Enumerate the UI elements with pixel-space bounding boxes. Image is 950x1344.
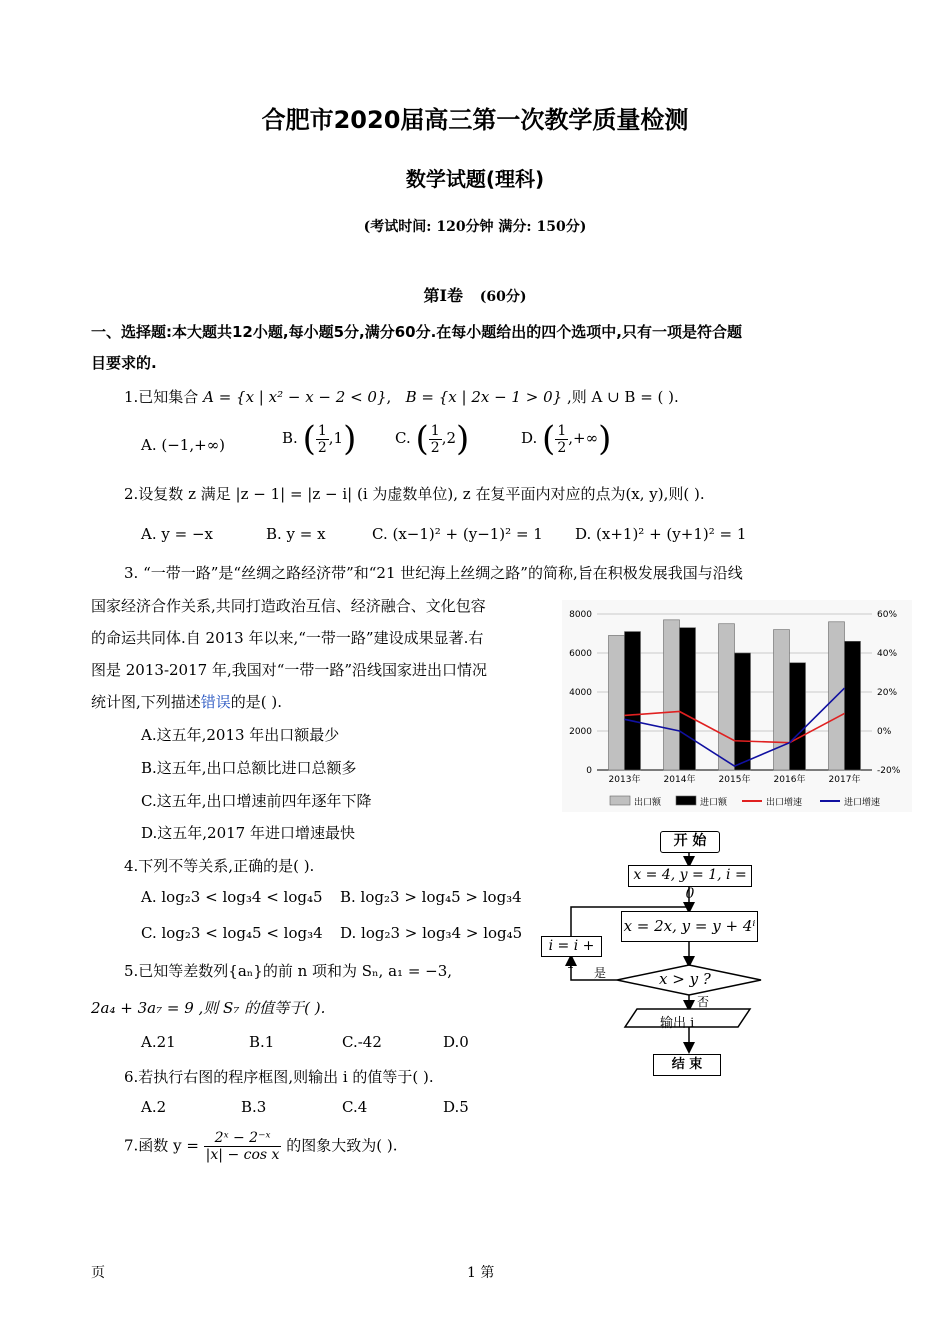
chart-legend-label: 出口额 bbox=[634, 798, 662, 808]
q6-option-b[interactable]: B.3 bbox=[241, 1098, 267, 1116]
trade-chart bbox=[562, 600, 912, 812]
question-3-line3: 的命运共同体.自 2013 年以来,“一带一路”建设成果显著.右 bbox=[91, 629, 484, 647]
chart-bar-import bbox=[790, 663, 806, 770]
chart-legend-swatch bbox=[610, 796, 630, 805]
chart-legend-label: 出口增速 bbox=[766, 798, 803, 808]
footer-page: 1 第 bbox=[467, 1265, 495, 1281]
flow-end: 结 束 bbox=[653, 1054, 721, 1076]
chart-legend-label: 进口增速 bbox=[844, 798, 881, 808]
paper-subtitle: 数学试题(理科) bbox=[405, 167, 545, 191]
question-3-line2: 国家经济合作关系,共同打造政治互信、经济融合、文化包容 bbox=[91, 597, 486, 615]
q1-suffix: ,则 A ∪ B = ( ). bbox=[566, 388, 679, 406]
q1-d-label: D. bbox=[521, 429, 538, 447]
flow-condition: x > y ? bbox=[659, 970, 711, 988]
q5-option-c[interactable]: C.-42 bbox=[342, 1033, 382, 1051]
q2-option-c[interactable]: C. (x−1)² + (y−1)² = 1 bbox=[372, 525, 543, 543]
flow-increment: i = i + 1 bbox=[541, 936, 602, 957]
chart-bar-import bbox=[680, 628, 696, 770]
question-4-stem: 4.下列不等关系,正确的是( ). bbox=[124, 857, 315, 875]
chart-x-tick: 2017年 bbox=[828, 775, 861, 785]
q6-option-a[interactable]: A.2 bbox=[141, 1098, 167, 1116]
q1-a-value: (−1,+∞) bbox=[161, 436, 226, 454]
q3-option-d[interactable]: D.这五年,2017 年进口增速最快 bbox=[141, 824, 355, 842]
chart-right-tick: 0% bbox=[877, 727, 892, 737]
chart-right-tick: 40% bbox=[877, 649, 898, 659]
chart-left-tick: 6000 bbox=[569, 649, 592, 659]
q2-option-a[interactable]: A. y = −x bbox=[141, 525, 213, 543]
q1-option-c[interactable]: C. ( $\frac{1}{2}$ ,2) bbox=[395, 419, 470, 459]
flow-process: x = 2x, y = y + 4ⁱ bbox=[621, 911, 758, 942]
q3-option-a[interactable]: A.这五年,2013 年出口额最少 bbox=[141, 726, 340, 744]
q1-option-d[interactable]: D. ( $\frac{1}{2}$ ,+∞) bbox=[521, 419, 612, 459]
q1-c-label: C. bbox=[395, 429, 411, 447]
q1-set-a: A = {x | x² − x − 2 < 0} bbox=[203, 388, 387, 406]
q2-option-b[interactable]: B. y = x bbox=[266, 525, 326, 543]
chart-right-tick: -20% bbox=[877, 766, 901, 776]
section-instructions-line1: 一、选择题:本大题共12小题,每小题5分,满分60分.在每小题给出的四个选项中,只有一项是符合题 bbox=[91, 323, 742, 341]
question-3-line5: 统计图,下列描述错误的是( ). bbox=[91, 693, 283, 711]
q1-d-fraction: $\frac{1}{2}$ bbox=[557, 422, 567, 456]
chart-bar-export bbox=[719, 624, 735, 770]
flow-start: 开 始 bbox=[660, 831, 720, 853]
exam-title: 合肥市2020届高三第一次教学质量检测 bbox=[261, 106, 689, 134]
chart-legend-swatch bbox=[676, 796, 696, 805]
q3-option-c[interactable]: C.这五年,出口增速前四年逐年下降 bbox=[141, 792, 372, 810]
q1-sep: , bbox=[386, 388, 392, 406]
q4-option-c[interactable]: C. log₂3 < log₄5 < log₃4 bbox=[141, 924, 323, 942]
chart-bar-export bbox=[609, 635, 625, 770]
chart-bar-import bbox=[845, 641, 861, 770]
q5-option-a[interactable]: A.21 bbox=[141, 1033, 176, 1051]
footer-left: 页 bbox=[91, 1265, 105, 1281]
q7-denominator: |x| − cos x bbox=[205, 1147, 280, 1163]
chart-x-tick: 2015年 bbox=[718, 775, 751, 785]
q4-option-b[interactable]: B. log₂3 > log₄5 > log₃4 bbox=[340, 888, 522, 906]
part-points: (60分) bbox=[479, 289, 527, 305]
question-3-line1: 3. “一带一路”是“丝绸之路经济带”和“21 世纪海上丝绸之路”的简称,旨在积极发展我国与沿线 bbox=[124, 564, 743, 582]
chart-bar-export bbox=[664, 620, 680, 770]
chart-bar-import bbox=[735, 653, 751, 770]
flow-yes-label: 是 bbox=[594, 966, 607, 980]
exam-info: (考试时间: 120分钟 满分: 150分) bbox=[363, 219, 587, 235]
section-instructions-line2: 目要求的. bbox=[91, 354, 157, 372]
q1-option-a[interactable] bbox=[141, 436, 225, 454]
q3-emphasis-wrong: 错误 bbox=[200, 693, 231, 711]
flow-init: x = 4, y = 1, i = 0 bbox=[628, 865, 752, 887]
q1-c-fraction: $\frac{1}{2}$ bbox=[430, 422, 440, 456]
q7-fraction bbox=[204, 1130, 282, 1163]
chart-x-tick: 2013年 bbox=[608, 775, 641, 785]
q1-prefix: 1.已知集合 bbox=[124, 388, 199, 406]
question-2-stem: 2.设复数 z 满足 |z − 1| = |z − i| (i 为虚数单位), z 在复平面内对应的点为(x, y),则( ). bbox=[124, 485, 705, 503]
q3-option-b[interactable]: B.这五年,出口总额比进口总额多 bbox=[141, 759, 357, 777]
chart-left-tick: 4000 bbox=[569, 688, 592, 698]
chart-right-tick: 20% bbox=[877, 688, 898, 698]
q1-option-b[interactable]: B. ( $\frac{1}{2}$ ,1) bbox=[282, 419, 357, 459]
q6-option-d[interactable]: D.5 bbox=[443, 1098, 469, 1116]
q7-numerator: 2ˣ − 2⁻ˣ bbox=[204, 1130, 282, 1147]
flow-no-label: 否 bbox=[697, 995, 710, 1009]
q2-option-d[interactable]: D. (x+1)² + (y+1)² = 1 bbox=[575, 525, 747, 543]
chart-left-tick: 8000 bbox=[569, 610, 592, 620]
q5-option-d[interactable]: D.0 bbox=[443, 1033, 469, 1051]
q4-option-d[interactable]: D. log₂3 > log₃4 > log₄5 bbox=[340, 924, 523, 942]
part-heading bbox=[0, 283, 950, 306]
q5-option-b[interactable]: B.1 bbox=[249, 1033, 275, 1051]
question-5-line1: 5.已知等差数列{aₙ}的前 n 项和为 Sₙ, a₁ = −3, bbox=[124, 962, 453, 980]
chart-left-tick: 0 bbox=[586, 766, 592, 776]
question-1-stem bbox=[124, 386, 679, 407]
chart-legend-label: 进口额 bbox=[700, 798, 728, 808]
question-6-stem: 6.若执行右图的程序框图,则输出 i 的值等于( ). bbox=[124, 1068, 434, 1086]
part-title: 第Ⅰ卷 bbox=[423, 286, 464, 305]
question-7-stem: 7.函数 y = $\frac{\text{2ˣ − 2⁻ˣ}}{\text{|x| − cos x}}$ 的图象大致为( ). bbox=[124, 1130, 398, 1163]
question-5-line2: 2a₄ + 3a₇ = 9 ,则 S₇ 的值等于( ). bbox=[91, 999, 326, 1017]
chart-x-tick: 2014年 bbox=[663, 775, 696, 785]
flow-output: 输出 i bbox=[660, 1016, 695, 1031]
q1-b-label: B. bbox=[282, 429, 298, 447]
q4-option-a[interactable]: A. log₂3 < log₃4 < log₄5 bbox=[141, 888, 323, 906]
q6-option-c[interactable]: C.4 bbox=[342, 1098, 368, 1116]
chart-right-tick: 60% bbox=[877, 610, 898, 620]
q1-b-fraction: $\frac{1}{2}$ bbox=[317, 422, 327, 456]
chart-x-tick: 2016年 bbox=[773, 775, 806, 785]
chart-left-tick: 2000 bbox=[569, 727, 592, 737]
q1-a-label: A. bbox=[141, 436, 157, 454]
q1-set-b: B = {x | 2x − 1 > 0} bbox=[405, 388, 563, 406]
question-3-line4: 图是 2013-2017 年,我国对“一带一路”沿线国家进出口情况 bbox=[91, 661, 488, 679]
chart-bar-import bbox=[625, 632, 641, 770]
